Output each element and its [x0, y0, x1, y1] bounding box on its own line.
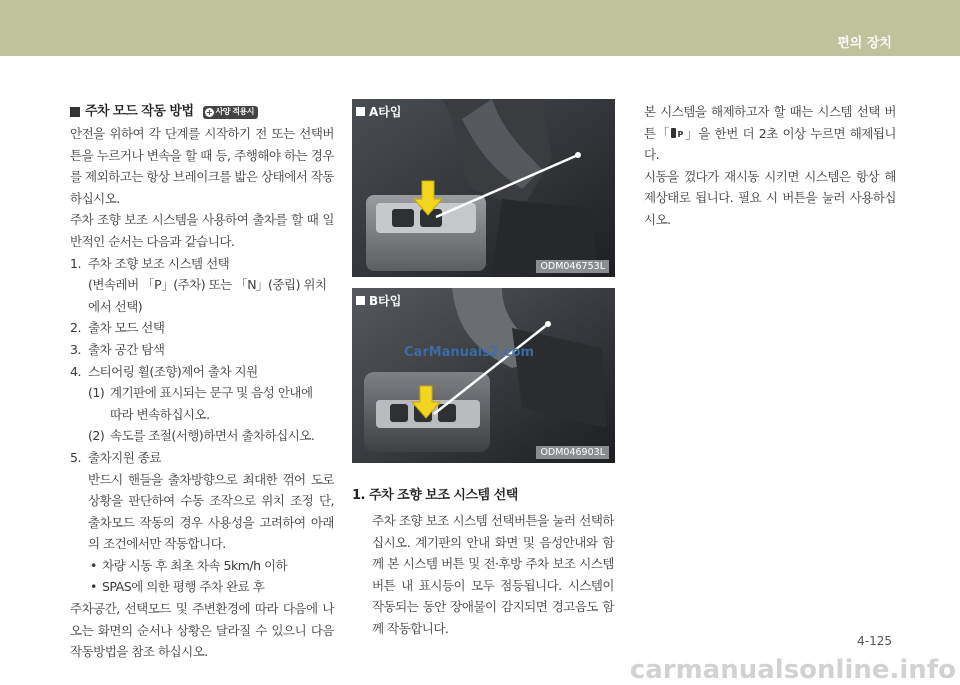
step-text: 출차지원 종료 — [88, 449, 161, 465]
restart-paragraph: 시동을 껐다가 재시동 시키면 시스템은 항상 해제상태로 됩니다. 필요 시 버튼을 눌러 사용하십시오. — [644, 168, 896, 227]
watermark: CarManuals2.com — [404, 345, 535, 360]
step-number: 4. — [70, 363, 81, 379]
sub-step-number: (1) — [88, 385, 105, 401]
header-band — [0, 0, 960, 56]
step-item — [70, 253, 334, 275]
photo-code-b: ODM046903L — [536, 446, 609, 459]
intro-paragraph: 안전을 위하여 각 단계를 시작하기 전 또는 선택버튼을 누르거나 변속을 할 때 등, 주행해야 하는 경우를 제외하고는 항상 브레이크를 밟은 상태에서 작동하십시오. — [70, 126, 334, 206]
type-label-text: B타입 — [369, 294, 402, 308]
intro-paragraph-2: 주차 조향 보조 시스템을 사용하여 출차를 할 때 일반적인 순서는 다음과 같습니다. — [70, 212, 334, 249]
label-square-icon — [356, 296, 365, 305]
step-text: 출차 모드 선택 — [88, 320, 165, 336]
step-item — [70, 361, 334, 383]
step-number: 5. — [70, 449, 81, 465]
label-square-icon — [356, 107, 365, 116]
heading-text: 주차 모드 작동 방법 — [85, 104, 194, 120]
sub-step-continuation: 따라 변속하십시오. — [110, 406, 210, 422]
page-number: 4-125 — [857, 634, 892, 648]
bullet-dot-icon: • — [90, 579, 97, 595]
step-text: 스티어링 휠(조향)제어 출차 지원 — [88, 363, 258, 379]
heading-square-icon — [70, 107, 80, 117]
step-description: 주차 조향 보조 시스템 선택버튼을 눌러 선택하십시오. 계기판의 안내 화면 및 음성안내와 함께 본 시스템 버튼 및 전·후방 주차 보조 시스템 버튼 내 표시등이 모두 점등됩니다. 시스템이 작동되는 동안 장애물이 감지되면 경고음도 함께 작동합니다. — [372, 513, 614, 636]
release-text-start: 본 시스템을 해제하고자 할 때는 시스템 선택 버튼「 — [644, 104, 896, 141]
step-number: 3. — [70, 341, 81, 357]
release-paragraph — [644, 101, 896, 166]
type-label-b — [356, 292, 401, 309]
bullet-text: 차량 시동 후 최초 차속 5km/h 이하 — [102, 557, 288, 573]
step-item — [70, 317, 334, 339]
console-illustration-b — [352, 288, 615, 463]
type-label-text: A타입 — [369, 105, 402, 119]
option-badge — [203, 106, 258, 119]
bullet-item — [70, 576, 334, 598]
type-label-a — [356, 103, 401, 120]
left-column — [70, 101, 334, 663]
section-heading — [70, 101, 334, 123]
sub-step-text: 계기판에 표시되는 문구 및 음성 안내에 — [110, 385, 313, 401]
step-text: 주차 조향 보조 시스템 선택 — [88, 255, 230, 271]
step-number: 1. — [70, 255, 81, 271]
bullet-dot-icon: • — [90, 557, 97, 573]
step-text: 출차 공간 탐색 — [88, 341, 165, 357]
step-detail: (변속레버 「P」(주차) 또는 「N」(중립) 위치에서 선택) — [88, 277, 327, 314]
chapter-title: 편의 장치 — [837, 36, 892, 51]
step-item — [70, 339, 334, 361]
bullet-text: SPAS에 의한 평행 주차 완료 후 — [102, 579, 265, 595]
photo-code-a: ODM046753L — [536, 260, 609, 273]
svg-text:P: P — [677, 129, 683, 139]
sub-step-number: (2) — [88, 428, 105, 444]
plus-icon: + — [205, 107, 213, 117]
sub-step-text: 속도를 조절(서행)하면서 출차하십시오. — [110, 428, 315, 444]
bullet-item — [70, 555, 334, 577]
footer-watermark: carmanualsonline.info — [629, 655, 956, 685]
outro-paragraph: 주차공간, 선택모드 및 주변환경에 따라 다음에 나오는 화면의 순서나 상황은 달라질 수 있으니 다음 작동방법을 참조 하십시오. — [70, 601, 334, 660]
sub-step — [70, 425, 334, 447]
sub-step — [70, 382, 334, 404]
photo-type-a — [352, 99, 615, 277]
parking-assist-icon — [670, 127, 684, 139]
photo-type-b — [352, 288, 615, 463]
console-illustration-a — [352, 99, 615, 277]
option-badge-text: 사양 적용시 — [215, 107, 254, 117]
step-title: 1. 주차 조향 보조 시스템 선택 — [352, 488, 518, 503]
step-item — [70, 447, 334, 469]
release-text-end: 」을 한번 더 2초 이상 누르면 해제됩니다. — [644, 125, 896, 163]
right-column — [644, 101, 896, 231]
step-detail: 반드시 핸들을 출차방향으로 최대한 꺾어 도로 상황을 판단하여 수동 조작으로 위치 조정 단, 출차모드 작동의 경우 사용성을 고려하여 아래의 조건에서만 작동합니다. — [88, 471, 334, 552]
step-number: 2. — [70, 320, 81, 336]
